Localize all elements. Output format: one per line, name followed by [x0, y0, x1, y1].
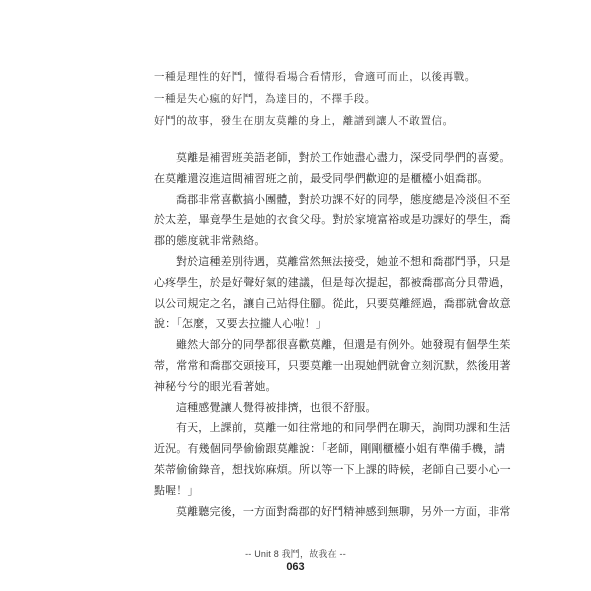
paragraph [154, 335, 511, 397]
text-line: 有天，上課前，莫離一如往常地的和同學們在聊天，詢問功課和生活 [176, 421, 511, 435]
intro-line: 一種是理性的好鬥，懂得看場合看情形，會適可而止，以後再戰。 [154, 71, 476, 83]
running-footer: -- Unit 8 我鬥，故我在 -- [245, 549, 346, 559]
text-line: 以公司規定之名，讓自己站得住腳。從此，只要莫離經過，喬郡就會故意 [154, 296, 511, 310]
text-line: 心疼學生，於是好聲好氣的建議，但是每次提起，都被喬郡高分貝帶過， [154, 275, 511, 289]
intro-line: 好鬥的故事，發生在朋友莫離的身上，離譜到讓人不敢置信。 [154, 115, 454, 127]
text-line: 莫離是補習班美語老師，對於工作她盡心盡力，深受同學們的喜愛。 [176, 151, 511, 164]
text-line: 神秘兮兮的眼光看著她。 [154, 379, 277, 393]
text-line: 說：「怎麼，又要去拉攏人心啦！」 [154, 317, 327, 331]
text-line: 點喔！」 [154, 483, 199, 497]
text-line: 於太差，畢竟學生是她的衣食父母。對於家境富裕或是功課好的學生，喬 [154, 213, 511, 227]
body-text [154, 148, 511, 522]
text-line: 這種感覺讓人覺得被排擠，也很不舒服。 [176, 400, 377, 414]
paragraph [154, 190, 511, 252]
text-line: 雖然大部分的同學都很喜歡莫離，但還是有例外。她發現有個學生茱 [176, 338, 511, 352]
paragraph [154, 418, 511, 501]
text-line: 郡的態度就非常熱絡。 [154, 234, 266, 248]
text-line: 莫離聽完後，一方面對喬郡的好鬥精神感到無聊，另外一方面，非常 [176, 504, 511, 518]
page-number: 063 [286, 561, 305, 573]
text-line: 對於這種差別待遇，莫離當然無法接受，她並不想和喬郡鬥爭，只是 [176, 254, 511, 268]
paragraph [154, 398, 454, 419]
text-line: 茱蒂偷偷錄音，想找妳麻煩。所以等一下上課的時候，老師自己要小心一 [154, 462, 511, 476]
text-line: 蒂，常常和喬郡交頭接耳，只要莫離一出現她們就會立刻沉默，然後用著 [154, 358, 511, 372]
paragraph [154, 502, 511, 523]
text-line: 近況。有幾個同學偷偷跟莫離說：「老師，剛剛櫃檯小姐有準備手機，請 [154, 442, 506, 456]
paragraph [154, 252, 511, 335]
intro-block [154, 66, 476, 132]
intro-line: 一種是失心瘋的好鬥，為達目的，不擇手段。 [154, 93, 376, 105]
text-line: 在莫離還沒進這間補習班之前，最受同學們歡迎的是櫃檯小姐喬郡。 [154, 171, 489, 185]
text-line: 喬郡非常喜歡搞小團體，對於功課不好的同學，態度總是冷淡但不至 [176, 192, 511, 206]
paragraph [154, 148, 511, 190]
